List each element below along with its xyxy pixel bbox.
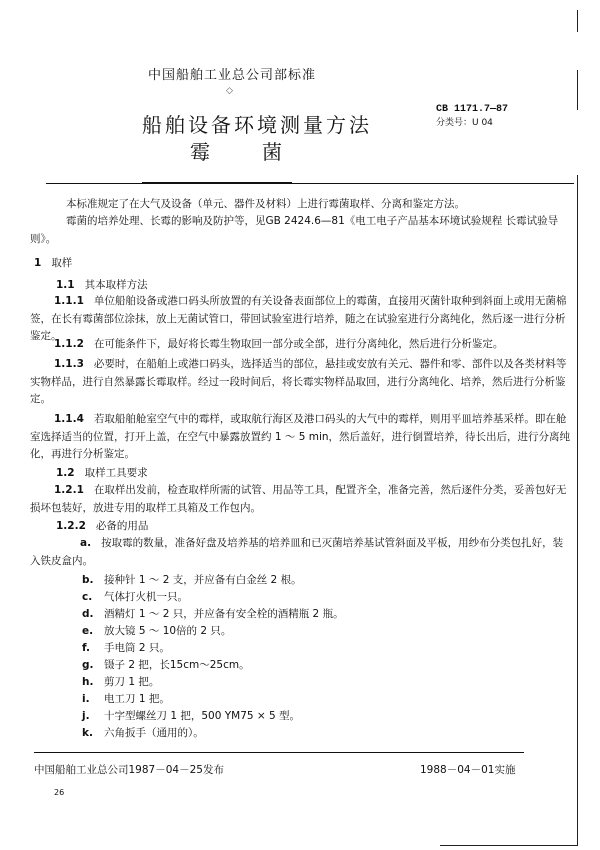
subtitle-char-1: 霉	[190, 140, 210, 164]
clause-number: 1.1.1	[54, 295, 84, 307]
item-label: j.	[82, 710, 90, 722]
list-item-d	[82, 606, 344, 621]
clause-text: 在可能条件下，最好将长霉生物取回一部分或全部，进行分离纯化，然后进行分析鉴定。	[93, 338, 504, 350]
list-item-a	[30, 535, 570, 570]
subtitle-char-2: 菌	[262, 140, 282, 164]
list-item-e	[82, 623, 231, 638]
item-text: 十字型螺丝刀 1 把，500 YM75 × 5 型。	[104, 710, 301, 722]
item-label: e.	[82, 625, 94, 637]
list-item-c	[82, 589, 188, 604]
list-item-f	[82, 640, 170, 655]
clause-1-2-2-heading	[56, 518, 148, 533]
scan-border-line	[577, 175, 578, 845]
section-1-heading	[34, 255, 72, 270]
list-item-g	[82, 657, 250, 672]
standard-code: CB 1171.7—87	[436, 104, 509, 115]
classification-number: 分类号：U 04	[436, 118, 493, 128]
item-label: f.	[82, 642, 90, 654]
document-subtitle	[190, 136, 334, 165]
clause-1-1-2	[30, 336, 570, 354]
item-text: 放大镜 5 ～ 10倍的 2 只。	[104, 625, 232, 637]
clause-1-2-1	[30, 482, 570, 517]
clause-number: 1.1.4	[54, 413, 84, 425]
item-text: 六角扳手（通用的）。	[104, 727, 204, 739]
item-text: 酒精灯 1 ～ 2 只，并应备有安全栓的酒精瓶 2 瓶。	[104, 608, 344, 620]
item-label: h.	[82, 676, 94, 688]
section-number: 1.1	[56, 279, 75, 291]
item-text: 镊子 2 把，长15cm～25cm。	[104, 659, 250, 671]
list-item-h	[82, 674, 159, 689]
scan-border-segment	[577, 10, 578, 32]
clause-1-1-3	[30, 356, 570, 409]
clause-number: 1.2.1	[54, 484, 84, 496]
section-number: 1.2	[56, 467, 75, 479]
item-label: c.	[82, 591, 93, 603]
clause-1-1-4	[30, 411, 570, 464]
section-1-1-heading	[56, 277, 148, 292]
scan-border-bottom	[440, 845, 578, 846]
item-text: 按取霉的数量，准备好盘及培养基的培养皿和已灭菌培养基试管斜面及平板，用纱布分类包扎好，装入铁皮盒内。	[30, 537, 564, 567]
clause-number: 1.2.2	[56, 520, 86, 532]
item-label: k.	[82, 727, 93, 739]
item-text: 手电筒 2 只。	[104, 642, 170, 654]
item-label: g.	[82, 659, 94, 671]
item-label: b.	[82, 574, 94, 586]
item-label: i.	[82, 693, 90, 705]
issuing-organization: 中国船舶工业总公司部标准	[148, 68, 317, 83]
list-item-j	[82, 708, 300, 723]
intro-paragraph-2: 霉菌的培养处理、长霉的影响及防护等，见GB 2424.6—81《电工电子产品基本环境试验规程 长霉试验导则》。	[30, 215, 559, 245]
footer-divider	[34, 752, 524, 753]
clause-number: 1.1.3	[54, 358, 84, 370]
item-text: 接种针 1 ～ 2 支，并应备有白金丝 2 根。	[104, 574, 302, 586]
section-number: 1	[34, 257, 42, 269]
org-mark: ◇	[226, 86, 233, 96]
scan-border-segment	[577, 70, 578, 110]
issue-date: 中国船舶工业总公司1987－04－25发布	[34, 764, 224, 776]
section-1-2-heading	[56, 465, 148, 480]
clause-text: 在取样出发前，检查取样所需的试管、用品等工具，配置齐全，准备完善，然后逐件分类，妥善包好无损坏包装好，放进专用的取样工具箱及工作包内。	[30, 484, 567, 514]
header-divider-thick	[142, 182, 292, 184]
item-label: d.	[82, 608, 94, 620]
clause-text: 若取船舶舱室空气中的霉样，或取航行海区及港口码头的大气中的霉样，则用平皿培养基采样。即在舱室选择适当的位置，打开上盖，在空气中暴露放置约 1 ～ 5 min，然后盖好，进行倒置培养，待长出后，进行分离纯化，再进行分析鉴定。	[30, 413, 571, 460]
page-number: 26	[54, 788, 65, 797]
clause-number: 1.1.2	[54, 338, 84, 350]
section-title: 取样工具要求	[84, 467, 148, 479]
header-divider	[46, 183, 574, 184]
item-text: 剪刀 1 把。	[104, 676, 160, 688]
section-title: 取样	[51, 257, 73, 269]
item-text: 电工刀 1 把。	[104, 693, 170, 705]
clause-text: 单位船舶设备或港口码头所放置的有关设备表面部位上的霉菌，直接用灭菌针取种到斜面上或用无菌棉签，在长有霉菌部位涂抹，放上无菌试管口，带回试验室进行培养，随之在试验室进行分离纯化，然后逐一进行分析鉴定。	[30, 295, 567, 342]
intro-paragraph-1: 本标准规定了在大气及设备（单元、器件及材料）上进行霉菌取样、分离和鉴定方法。	[66, 198, 465, 210]
list-item-b	[82, 572, 302, 587]
document-title: 船舶设备环境测量方法	[142, 113, 372, 137]
list-item-i	[82, 691, 170, 706]
item-text: 气体打火机一只。	[104, 591, 188, 603]
clause-text: 必要时，在船舶上或港口码头，选择适当的部位，悬挂或安放有关元、器件和零、部件以及各类材料等实物样品，进行自然暴露长霉取样。经过一段时间后，将长霉实物样品取回，进行分离纯化、培养，然后进行分析鉴定。	[30, 358, 567, 405]
clause-title: 必备的用品	[95, 520, 149, 532]
section-title: 其本取样方法	[84, 279, 148, 291]
list-item-k	[82, 725, 204, 740]
item-label: a.	[80, 537, 92, 549]
effective-date: 1988－04－01实施	[420, 764, 516, 776]
